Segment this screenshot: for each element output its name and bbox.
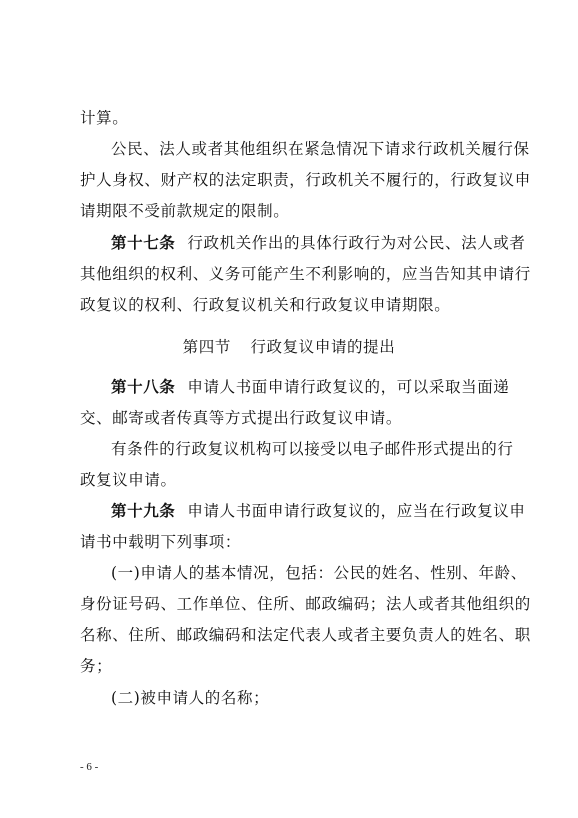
article-19-line — [111, 501, 526, 521]
article-18-heading: 第十八条 — [111, 377, 176, 396]
text-line: 交、邮寄或者传真等方式提出行政复议申请。 — [80, 409, 403, 427]
page-number: - 6 - — [80, 761, 99, 773]
text-line: 务； — [80, 657, 113, 675]
text-line: 请书中载明下列事项： — [80, 533, 242, 551]
text-line: 政复议的权利、行政复议机关和行政复议申请期限。 — [80, 296, 451, 314]
text-line: (一)申请人的基本情况，包括：公民的姓名、性别、年龄、 — [111, 564, 527, 582]
text-line: 公民、法人或者其他组织在紧急情况下请求行政机关履行保 — [111, 140, 530, 158]
text-line: 政复议申请。 — [80, 471, 177, 489]
text-line: 名称、住所、邮政编码和法定代表人或者主要负责人的姓名、职 — [80, 626, 531, 644]
text-line: 申请人书面申请行政复议的，可以采取当面递 — [187, 378, 510, 396]
article-17-heading: 第十七条 — [111, 233, 176, 252]
text-line: 行政机关作出的具体行政行为对公民、法人或者 — [187, 234, 526, 252]
text-line: 其他组织的权利、义务可能产生不利影响的，应当告知其申请行 — [80, 265, 531, 283]
text-line: 申请人书面申请行政复议的，应当在行政复议申 — [187, 502, 526, 520]
text-line: 有条件的行政复议机构可以接受以电子邮件形式提出的行 — [111, 440, 514, 458]
section-title: 第四节 行政复议申请的提出 — [182, 338, 396, 356]
text-line: 护人身权、财产权的法定职责，行政机关不履行的，行政复议申 — [80, 171, 531, 189]
text-line: 请期限不受前款规定的限制。 — [80, 202, 290, 220]
article-18-line — [111, 377, 510, 397]
article-19-heading: 第十九条 — [111, 501, 176, 520]
text-line: 身份证号码、工作单位、住所、邮政编码；法人或者其他组织的 — [80, 595, 531, 613]
text-line: (二)被申请人的名称； — [111, 689, 270, 707]
article-17-line — [111, 233, 526, 253]
text-line: 计算。 — [80, 109, 129, 127]
